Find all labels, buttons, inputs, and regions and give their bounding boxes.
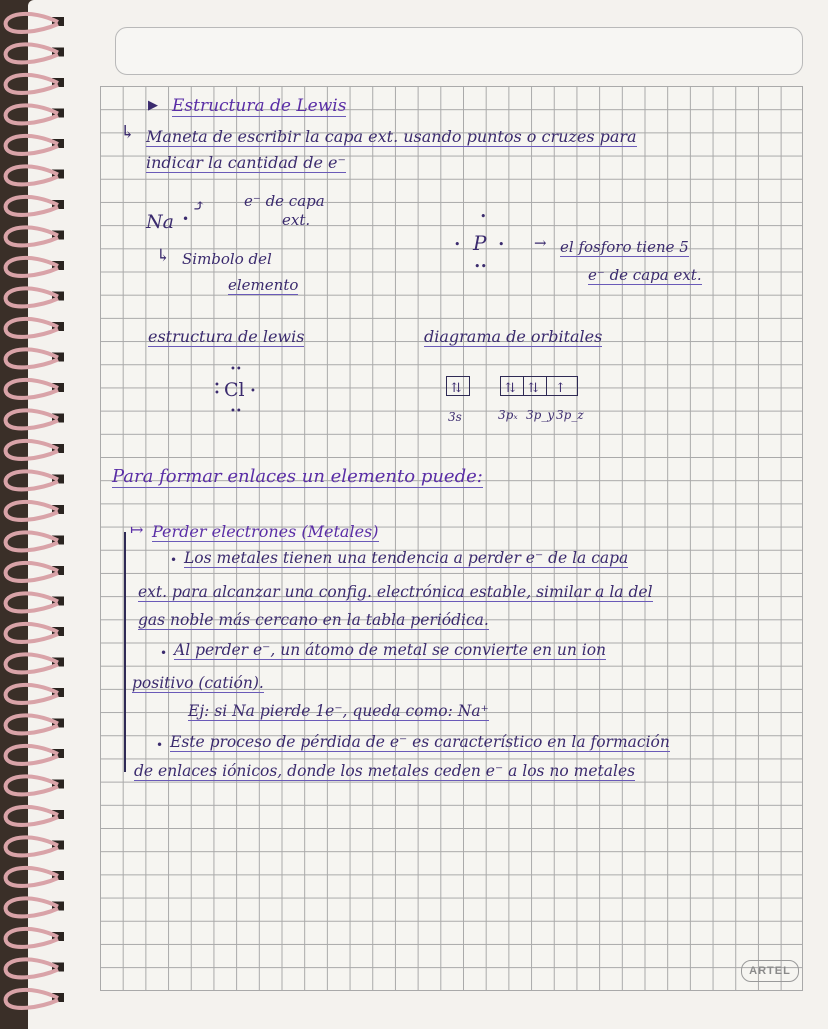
return-arrow-icon-2: ↳ <box>156 246 171 266</box>
spiral-coil <box>6 349 58 367</box>
spiral-coil <box>6 166 58 184</box>
bracket-line <box>124 532 126 772</box>
cl-symbol: Cl <box>224 379 245 401</box>
bullet-1-line-2: ext. para alcanzar una config. electrónica estable, similar a la del <box>138 583 653 601</box>
spiral-coil <box>6 898 58 916</box>
return-arrow-icon: ↳ <box>120 122 136 143</box>
bullet-2-line-2: positivo (catión). <box>132 674 264 692</box>
page-title: Estructura de Lewis <box>172 96 347 116</box>
na-symbol-note-1: Simbolo del <box>182 250 272 268</box>
p-note-1: el fosforo tiene 5 <box>560 238 689 256</box>
bullet-2: • <box>160 646 168 660</box>
bullet-3-line-1: Este proceso de pérdida de e⁻ es característico en la formación <box>170 733 670 751</box>
orbital-label-3s: 3s <box>448 410 462 424</box>
spiral-coil <box>6 319 58 337</box>
spiral-coil <box>6 868 58 886</box>
na-electron-label-2: ext. <box>282 211 311 229</box>
subheading: Perder electrones (Metales) <box>152 522 379 541</box>
orbital-box-3px: ⇅ <box>500 376 524 396</box>
definition-line-1: Maneta de escribir la capa ext. usando puntos o cruzes para <box>146 127 637 146</box>
spiral-binding <box>0 0 70 1029</box>
na-symbol-note-2: elemento <box>228 276 299 294</box>
na-symbol: Na <box>146 211 174 233</box>
orbital-label-3px: 3pₓ <box>498 408 518 422</box>
cl-dots-left: • • <box>214 380 220 399</box>
spiral-coil <box>6 44 58 62</box>
spiral-coil <box>6 654 58 672</box>
spiral-coil <box>6 105 58 123</box>
definition-line-2: indicar la cantidad de e⁻ <box>146 153 346 172</box>
spiral-coil <box>6 685 58 703</box>
section-title: Para formar enlaces un elemento puede: <box>112 466 483 487</box>
spiral-coil <box>6 959 58 977</box>
bullet-2-line-1: Al perder e⁻, un átomo de metal se convierte en un ion <box>174 641 607 659</box>
spiral-coil <box>6 990 58 1008</box>
bullet-3: • <box>156 738 164 752</box>
spiral-coil <box>6 776 58 794</box>
spiral-coil <box>6 593 58 611</box>
orbital-box-3pz: ↑ <box>546 376 578 396</box>
p-dot-right: • <box>498 238 505 251</box>
title-arrow-icon: ▶ <box>148 98 158 113</box>
p-dot-left: • <box>454 238 461 251</box>
cl-dots-bottom: •• <box>230 406 242 417</box>
example-line: Ej: si Na pierde 1e⁻, queda como: Na⁺ <box>188 702 489 720</box>
p-dots-bottom: •• <box>474 260 487 273</box>
orbital-box-3py: ⇅ <box>523 376 547 396</box>
na-electron-label-1: e⁻ de capa <box>244 192 325 210</box>
electron-dot-icon: • <box>182 212 190 226</box>
spiral-coil <box>6 136 58 154</box>
arrow-icon: ⤴ <box>192 196 206 215</box>
spiral-coil <box>6 715 58 733</box>
cl-dot-right: • <box>250 386 256 397</box>
spiral-coil <box>6 441 58 459</box>
spiral-coil <box>6 563 58 581</box>
spiral-coil <box>6 75 58 93</box>
spiral-coil <box>6 380 58 398</box>
spiral-coil <box>6 197 58 215</box>
cl-dots-top: •• <box>230 364 242 375</box>
brand-logo: ARTEL <box>741 960 799 982</box>
spiral-coil <box>6 502 58 520</box>
spiral-coil <box>6 14 58 32</box>
orbital-heading: diagrama de orbitales <box>424 327 603 346</box>
header-box <box>115 27 803 75</box>
spiral-coil <box>6 807 58 825</box>
orbital-box-3s: ⇅ <box>446 376 470 396</box>
spiral-coil <box>6 532 58 550</box>
spiral-coil <box>6 746 58 764</box>
spiral-coil <box>6 227 58 245</box>
spiral-coil <box>6 929 58 947</box>
lewis-heading: estructura de lewis <box>148 327 305 346</box>
p-symbol: P <box>473 231 487 255</box>
arrow-sub-icon: ↦ <box>130 520 144 539</box>
bullet-1-line-1: Los metales tienen una tendencia a perder e⁻ de la capa <box>184 549 629 567</box>
spiral-coil <box>6 258 58 276</box>
p-note-2: e⁻ de capa ext. <box>588 266 702 284</box>
spiral-coil <box>6 624 58 642</box>
spiral-coil <box>6 471 58 489</box>
orbital-label-3py: 3p_y <box>526 408 555 422</box>
p-dot-top: • <box>480 210 487 223</box>
bullet-3-line-2: de enlaces iónicos, donde los metales ceden e⁻ a los no metales <box>134 762 636 780</box>
spiral-coil <box>6 288 58 306</box>
orbital-label-3pz: 3p_z <box>556 408 584 422</box>
arrow-right-icon: → <box>534 234 547 252</box>
spiral-coil <box>6 410 58 428</box>
bullet-1: • <box>170 553 178 567</box>
spiral-coil <box>6 837 58 855</box>
bullet-1-line-3: gas noble más cercano en la tabla periódica. <box>138 611 489 629</box>
